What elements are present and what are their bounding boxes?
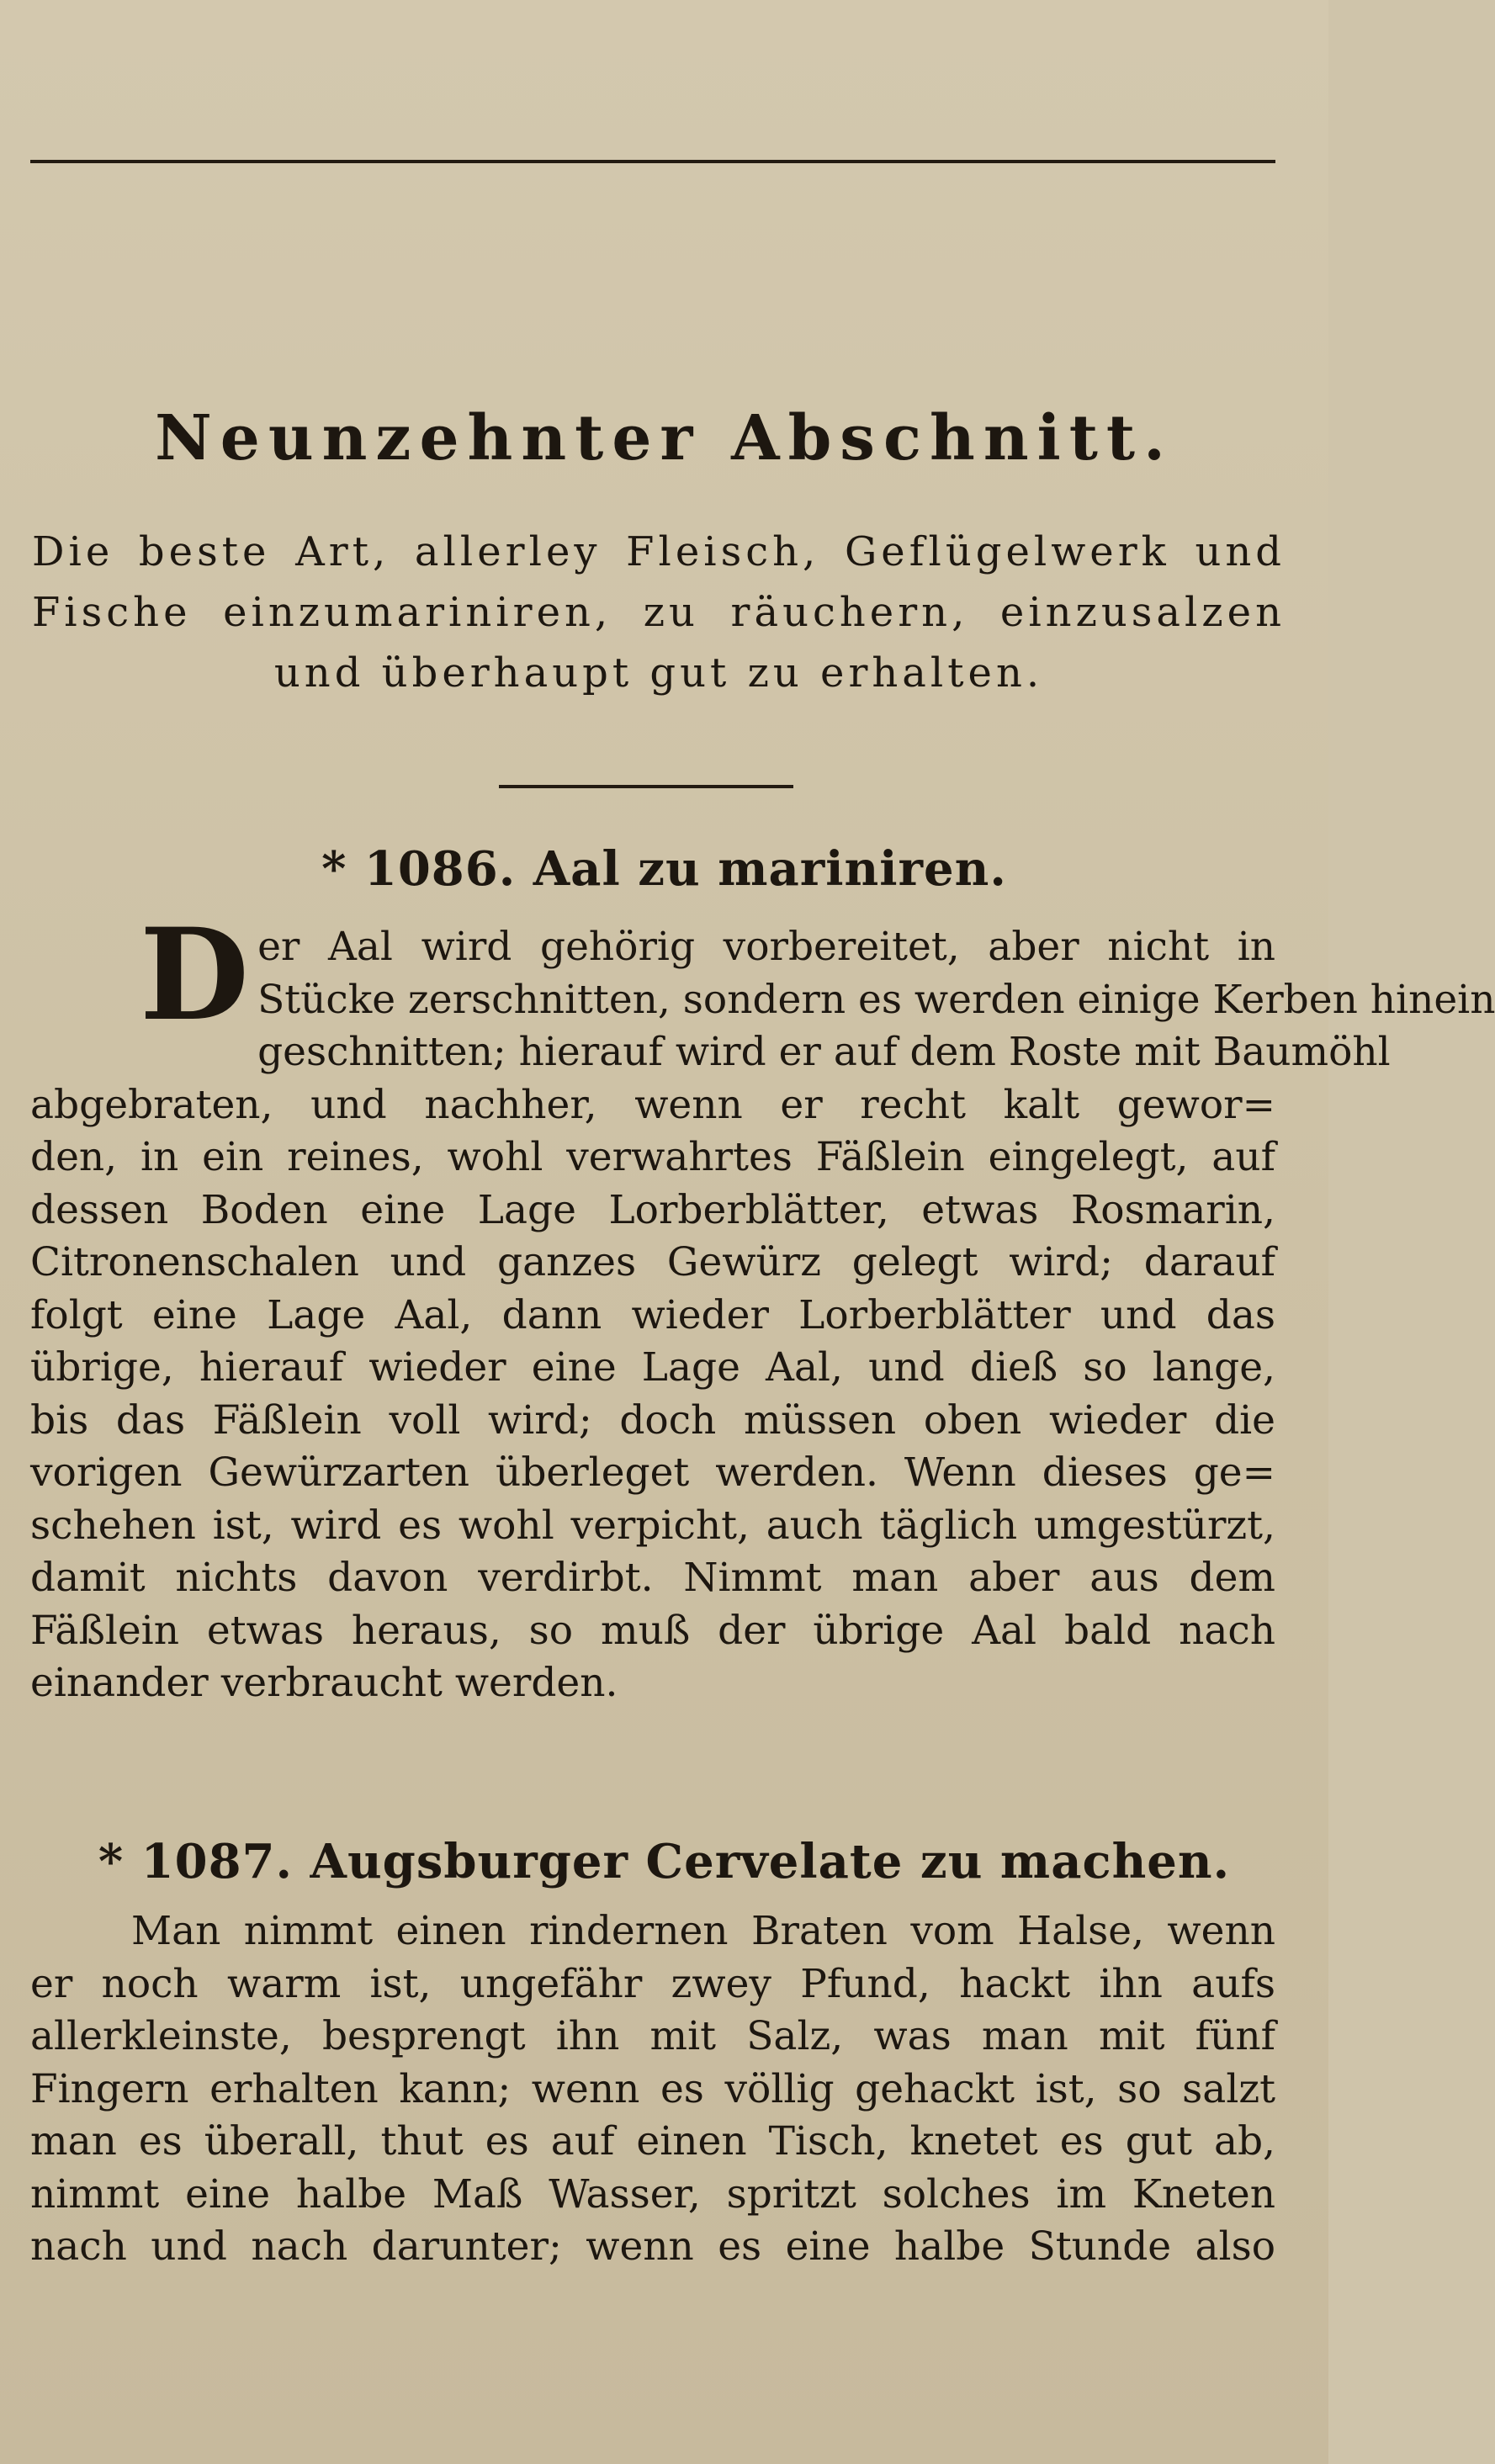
drop-cap: D — [140, 901, 250, 1049]
recipe-body-1086 — [30, 901, 1495, 1710]
text-line: Man nimmt einen rindernen Braten vom Halse, wenn — [131, 1908, 1275, 1954]
text-line: allerkleinste, besprengt ihn mit Salz, was man mit fünf — [30, 2013, 1275, 2059]
divider-rule — [499, 785, 793, 788]
recipe-title-1087: * 1087. Augsburger Cervelate zu machen. — [98, 1834, 1231, 1889]
text-line: bis das Fäßlein voll wird; doch müssen oben wieder die — [30, 1396, 1275, 1444]
text-line: übrige, hierauf wieder eine Lage Aal, und dieß so lange, — [30, 1344, 1275, 1391]
top-rule — [30, 160, 1275, 163]
text-line: vorigen Gewürzarten überleget werden. Wenn dieses ge= — [30, 1449, 1275, 1496]
text-line: Stücke zerschnitten, sondern es werden einige Kerben hinein — [257, 976, 1495, 1023]
text-line: schehen ist, wird es wohl verpicht, auch täglich umgestürzt, — [30, 1502, 1275, 1549]
recipe-body-1087 — [30, 1905, 1275, 2274]
recipe-title-1086: * 1086. Aal zu mariniren. — [321, 841, 1007, 897]
text-line: nimmt eine halbe Maß Wasser, spritzt solches im Kneten — [30, 2170, 1275, 2218]
text-line: den, in ein reines, wohl verwahrtes Fäßlein eingelegt, auf — [30, 1134, 1275, 1180]
text-line: er noch warm ist, ungefähr zwey Pfund, hackt ihn aufs — [30, 1960, 1275, 2007]
text-line: folgt eine Lage Aal, dann wieder Lorberblätter und das — [30, 1291, 1275, 1338]
text-line: Citronenschalen und ganzes Gewürz gelegt wird; darauf — [30, 1239, 1275, 1285]
text-line: er Aal wird gehörig vorbereitet, aber nicht in — [257, 924, 1275, 970]
text-line: Fäßlein etwas heraus, so muß der übrige Aal bald nach — [30, 1607, 1275, 1654]
text-line: dessen Boden eine Lage Lorberblätter, etwas Rosmarin, — [30, 1186, 1275, 1233]
text-line: einander verbraucht werden. — [30, 1660, 618, 1706]
section-subtitle: Die beste Art, allerley Fleisch, Geflügelwerk und Fische einzumariniren, zu räuchern, einzusalzen und überhaupt gut zu erhalten. — [32, 528, 1286, 697]
text-line: nach und nach darunter; wenn es eine halbe Stunde also — [30, 2223, 1275, 2270]
text-line: man es überall, thut es auf einen Tisch, knetet es gut ab, — [30, 2118, 1275, 2165]
text-line: geschnitten; hierauf wird er auf dem Roste mit Baumöhl — [257, 1029, 1391, 1075]
text-line: damit nichts davon verdirbt. Nimmt man aber aus dem — [30, 1555, 1275, 1601]
text-line: Fingern erhalten kann; wenn es völlig gehackt ist, so salzt — [30, 2065, 1275, 2112]
section-heading: Neunzehnter Abschnitt. — [155, 402, 1174, 474]
text-line: abgebraten, und nachher, wenn er recht kalt gewor= — [30, 1081, 1275, 1128]
